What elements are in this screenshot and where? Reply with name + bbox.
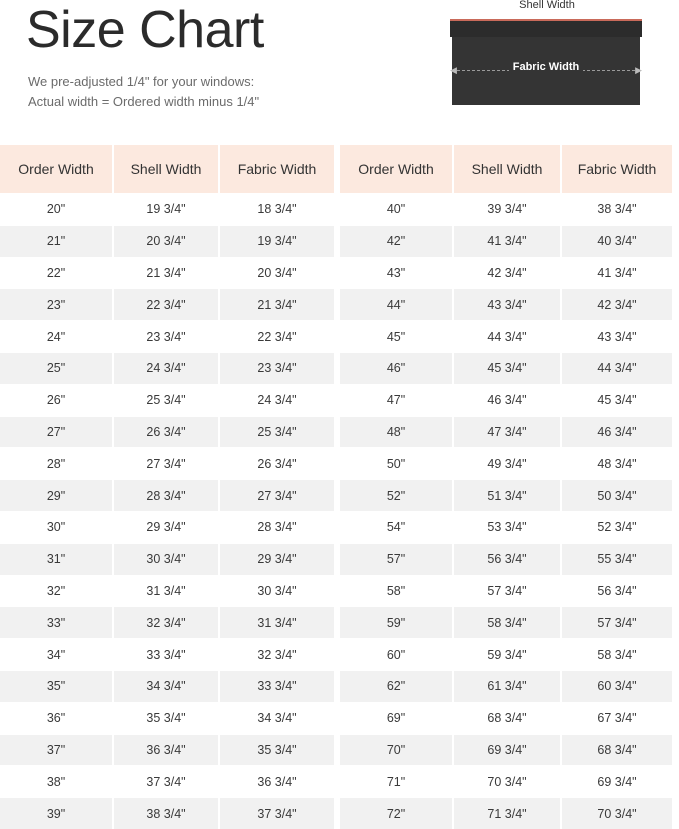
table-row — [0, 543, 334, 575]
order-width-cell: 58" — [340, 575, 452, 607]
shell-width-cell: 70 3/4" — [452, 765, 560, 797]
fabric-width-cell: 68 3/4" — [560, 734, 672, 766]
shell-width-cell: 30 3/4" — [112, 543, 218, 575]
header-shell-width: Shell Width — [112, 145, 218, 193]
table-row — [0, 702, 334, 734]
shell-width-cell: 36 3/4" — [112, 734, 218, 766]
order-width-cell: 60" — [340, 638, 452, 670]
order-width-cell: 38" — [0, 765, 112, 797]
shell-width-cell: 49 3/4" — [452, 447, 560, 479]
fabric-width-cell: 43 3/4" — [560, 320, 672, 352]
order-width-cell: 22" — [0, 257, 112, 289]
fabric-width-cell: 21 3/4" — [218, 288, 334, 320]
order-width-cell: 42" — [340, 225, 452, 257]
table-row — [0, 765, 334, 797]
fabric-width-cell: 70 3/4" — [560, 797, 672, 829]
fabric-width-cell: 56 3/4" — [560, 575, 672, 607]
header-fabric-width: Fabric Width — [218, 145, 334, 193]
order-width-cell: 72" — [340, 797, 452, 829]
shell-width-cell: 47 3/4" — [452, 416, 560, 448]
shell-width-cell: 41 3/4" — [452, 225, 560, 257]
fabric-width-cell: 69 3/4" — [560, 765, 672, 797]
table-row — [340, 702, 672, 734]
order-width-cell: 36" — [0, 702, 112, 734]
size-table-right — [340, 145, 672, 829]
shell-width-cell: 45 3/4" — [452, 352, 560, 384]
order-width-cell: 59" — [340, 606, 452, 638]
fabric-width-cell: 35 3/4" — [218, 734, 334, 766]
order-width-cell: 24" — [0, 320, 112, 352]
fabric-width-cell: 25 3/4" — [218, 416, 334, 448]
table-row — [0, 193, 334, 225]
table-row — [340, 384, 672, 416]
order-width-cell: 69" — [340, 702, 452, 734]
table-row — [340, 765, 672, 797]
shell-width-cell: 56 3/4" — [452, 543, 560, 575]
order-width-cell: 25" — [0, 352, 112, 384]
table-header-row — [340, 145, 672, 193]
shell-width-cell: 24 3/4" — [112, 352, 218, 384]
shell-width-cell: 51 3/4" — [452, 479, 560, 511]
shell-width-cell: 27 3/4" — [112, 447, 218, 479]
shell-width-cell: 39 3/4" — [452, 193, 560, 225]
shell-width-cell: 25 3/4" — [112, 384, 218, 416]
fabric-width-cell: 30 3/4" — [218, 575, 334, 607]
order-width-cell: 54" — [340, 511, 452, 543]
table-row — [0, 606, 334, 638]
size-table-left — [0, 145, 334, 829]
table-row — [340, 797, 672, 829]
table-row — [340, 257, 672, 289]
order-width-cell: 20" — [0, 193, 112, 225]
header-order-width: Order Width — [340, 145, 452, 193]
order-width-cell: 26" — [0, 384, 112, 416]
fabric-width-cell: 33 3/4" — [218, 670, 334, 702]
table-row — [0, 479, 334, 511]
table-row — [340, 416, 672, 448]
fabric-width-cell: 52 3/4" — [560, 511, 672, 543]
shell-width-cell: 43 3/4" — [452, 288, 560, 320]
header-order-width: Order Width — [0, 145, 112, 193]
order-width-cell: 44" — [340, 288, 452, 320]
shell-width-cell: 22 3/4" — [112, 288, 218, 320]
shell-width-cell: 37 3/4" — [112, 765, 218, 797]
table-row — [0, 447, 334, 479]
headrail-graphic — [450, 19, 642, 37]
adjustment-note — [28, 72, 259, 112]
table-row — [0, 575, 334, 607]
fabric-graphic — [452, 37, 640, 105]
table-row — [340, 479, 672, 511]
table-row — [0, 416, 334, 448]
order-width-cell: 23" — [0, 288, 112, 320]
shell-width-cell: 69 3/4" — [452, 734, 560, 766]
table-row — [0, 352, 334, 384]
order-width-cell: 34" — [0, 638, 112, 670]
fabric-width-cell: 27 3/4" — [218, 479, 334, 511]
table-row — [0, 288, 334, 320]
shell-width-cell: 29 3/4" — [112, 511, 218, 543]
shade-diagram — [446, 0, 648, 110]
shell-width-cell: 68 3/4" — [452, 702, 560, 734]
shell-width-cell: 57 3/4" — [452, 575, 560, 607]
fabric-width-cell: 32 3/4" — [218, 638, 334, 670]
fabric-width-cell: 57 3/4" — [560, 606, 672, 638]
order-width-cell: 31" — [0, 543, 112, 575]
order-width-cell: 30" — [0, 511, 112, 543]
fabric-width-cell: 45 3/4" — [560, 384, 672, 416]
table-row — [340, 288, 672, 320]
table-row — [340, 352, 672, 384]
shell-width-cell: 58 3/4" — [452, 606, 560, 638]
header-fabric-width: Fabric Width — [560, 145, 672, 193]
table-row — [0, 384, 334, 416]
shell-width-cell: 34 3/4" — [112, 670, 218, 702]
shell-width-cell: 61 3/4" — [452, 670, 560, 702]
fabric-width-cell: 24 3/4" — [218, 384, 334, 416]
order-width-cell: 21" — [0, 225, 112, 257]
table-row — [0, 225, 334, 257]
order-width-cell: 29" — [0, 479, 112, 511]
fabric-width-cell: 34 3/4" — [218, 702, 334, 734]
fabric-width-cell: 18 3/4" — [218, 193, 334, 225]
fabric-width-cell: 29 3/4" — [218, 543, 334, 575]
fabric-width-cell: 50 3/4" — [560, 479, 672, 511]
order-width-cell: 35" — [0, 670, 112, 702]
shell-width-cell: 19 3/4" — [112, 193, 218, 225]
shell-width-label: Shell Width — [519, 0, 575, 11]
shell-width-cell: 35 3/4" — [112, 702, 218, 734]
fabric-width-cell: 20 3/4" — [218, 257, 334, 289]
table-row — [340, 543, 672, 575]
table-row — [0, 257, 334, 289]
order-width-cell: 39" — [0, 797, 112, 829]
header-shell-width: Shell Width — [452, 145, 560, 193]
order-width-cell: 33" — [0, 606, 112, 638]
fabric-width-cell: 26 3/4" — [218, 447, 334, 479]
fabric-width-cell: 36 3/4" — [218, 765, 334, 797]
fabric-width-cell: 38 3/4" — [560, 193, 672, 225]
table-row — [340, 734, 672, 766]
order-width-cell: 46" — [340, 352, 452, 384]
fabric-width-cell: 58 3/4" — [560, 638, 672, 670]
table-row — [340, 225, 672, 257]
table-row — [0, 638, 334, 670]
arrow-left-icon: ◀ — [450, 65, 457, 75]
order-width-cell: 45" — [340, 320, 452, 352]
table-row — [0, 320, 334, 352]
fabric-width-cell: 40 3/4" — [560, 225, 672, 257]
order-width-cell: 52" — [340, 479, 452, 511]
note-line-1: We pre-adjusted 1/4" for your windows: — [28, 74, 255, 89]
order-width-cell: 70" — [340, 734, 452, 766]
table-row — [340, 193, 672, 225]
order-width-cell: 37" — [0, 734, 112, 766]
note-line-2: Actual width = Ordered width minus 1/4" — [28, 94, 260, 109]
shell-width-cell: 42 3/4" — [452, 257, 560, 289]
shell-width-cell: 38 3/4" — [112, 797, 218, 829]
fabric-width-cell: 37 3/4" — [218, 797, 334, 829]
order-width-cell: 32" — [0, 575, 112, 607]
fabric-width-cell: 31 3/4" — [218, 606, 334, 638]
table-row — [340, 320, 672, 352]
table-row — [0, 670, 334, 702]
fabric-width-label: Fabric Width — [509, 61, 584, 73]
shell-width-cell: 26 3/4" — [112, 416, 218, 448]
shell-width-cell: 28 3/4" — [112, 479, 218, 511]
order-width-cell: 47" — [340, 384, 452, 416]
fabric-width-cell: 60 3/4" — [560, 670, 672, 702]
order-width-cell: 27" — [0, 416, 112, 448]
shell-width-cell: 53 3/4" — [452, 511, 560, 543]
shell-width-cell: 21 3/4" — [112, 257, 218, 289]
table-row — [340, 511, 672, 543]
arrow-right-icon: ▶ — [635, 65, 642, 75]
shell-width-cell: 33 3/4" — [112, 638, 218, 670]
shell-width-cell: 23 3/4" — [112, 320, 218, 352]
fabric-width-cell: 41 3/4" — [560, 257, 672, 289]
order-width-cell: 62" — [340, 670, 452, 702]
shell-width-cell: 31 3/4" — [112, 575, 218, 607]
order-width-cell: 43" — [340, 257, 452, 289]
fabric-width-cell: 28 3/4" — [218, 511, 334, 543]
table-row — [0, 511, 334, 543]
table-row — [340, 447, 672, 479]
shell-width-cell: 46 3/4" — [452, 384, 560, 416]
order-width-cell: 71" — [340, 765, 452, 797]
shell-width-cell: 20 3/4" — [112, 225, 218, 257]
page-title: Size Chart — [26, 1, 264, 59]
fabric-width-cell: 19 3/4" — [218, 225, 334, 257]
table-row — [340, 606, 672, 638]
order-width-cell: 28" — [0, 447, 112, 479]
table-row — [340, 670, 672, 702]
fabric-width-cell: 42 3/4" — [560, 288, 672, 320]
fabric-width-cell: 67 3/4" — [560, 702, 672, 734]
order-width-cell: 50" — [340, 447, 452, 479]
order-width-cell: 48" — [340, 416, 452, 448]
fabric-width-cell: 44 3/4" — [560, 352, 672, 384]
order-width-cell: 57" — [340, 543, 452, 575]
table-row — [0, 734, 334, 766]
shell-width-cell: 44 3/4" — [452, 320, 560, 352]
fabric-width-cell: 23 3/4" — [218, 352, 334, 384]
table-header-row — [0, 145, 334, 193]
fabric-width-cell: 46 3/4" — [560, 416, 672, 448]
order-width-cell: 40" — [340, 193, 452, 225]
fabric-width-cell: 48 3/4" — [560, 447, 672, 479]
table-row — [340, 575, 672, 607]
table-row — [340, 638, 672, 670]
shell-width-cell: 59 3/4" — [452, 638, 560, 670]
table-row — [0, 797, 334, 829]
fabric-width-cell: 22 3/4" — [218, 320, 334, 352]
shell-width-cell: 32 3/4" — [112, 606, 218, 638]
fabric-width-cell: 55 3/4" — [560, 543, 672, 575]
shell-width-cell: 71 3/4" — [452, 797, 560, 829]
